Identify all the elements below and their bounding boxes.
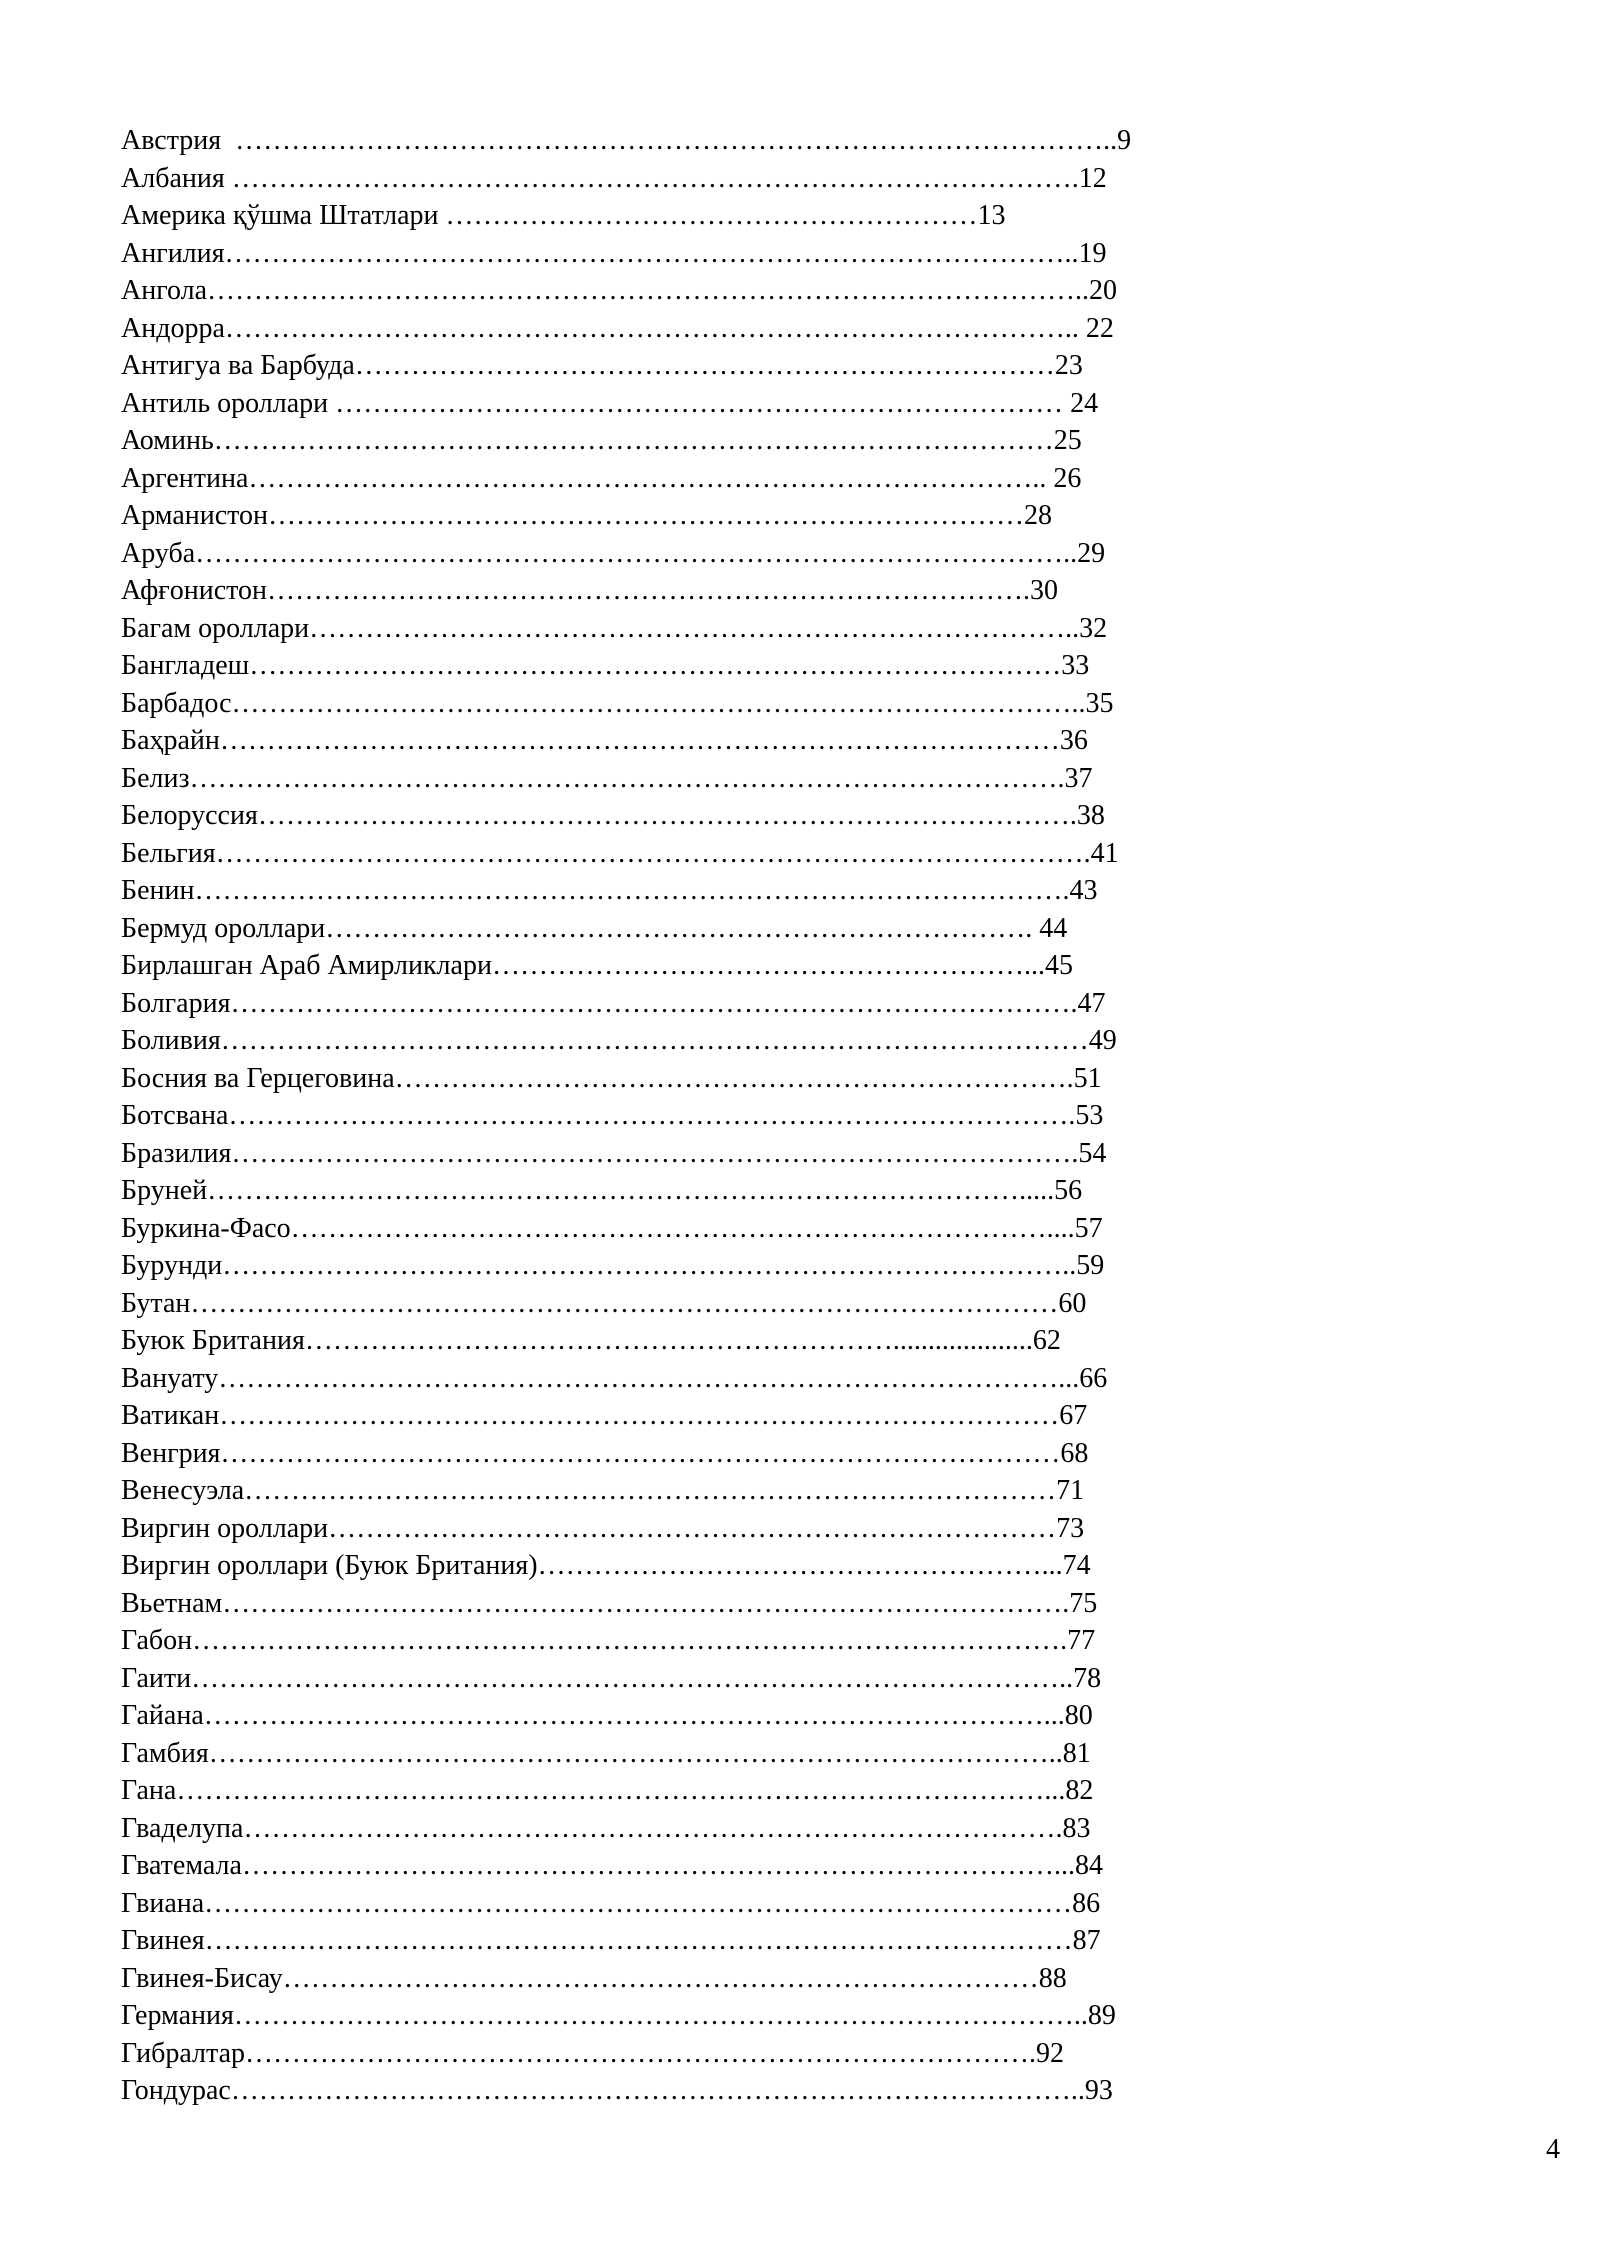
toc-entry: Гваделупа…………………………………………………………………………….83: [121, 1812, 1091, 1844]
toc-entry: Гана…………………………………………………………………………………...82: [121, 1775, 1094, 1806]
toc-entry: Гайана………………………………………………………………………………...80: [121, 1700, 1093, 1731]
toc-entry: Андорра……………………………………………………………………………….. 22: [121, 312, 1114, 344]
toc-entry: Австрия …………………………………………………………………………………..9: [121, 125, 1132, 156]
toc-entry: Америка қўшма Штатлари …………………………………………………13: [121, 200, 1006, 231]
toc-entry: Боливия…………………………………………………………………………………49: [121, 1025, 1117, 1056]
toc-entry: Бенин………………………………………………………………………………….43: [121, 875, 1098, 906]
toc-entry: Антигуа ва Барбуда…………………………………………………………………23: [121, 350, 1083, 381]
toc-entry: Арманистон………………………………………………………………………28: [121, 500, 1052, 531]
toc-entry: Белиз………………………………………………………………………………….37: [121, 762, 1093, 794]
toc-entry: Аруба…………………………………………………………………………………..29: [121, 537, 1106, 569]
toc-entry: Аргентина………………………………………………………………………….. 26: [121, 462, 1082, 494]
toc-entry: Босния ва Герцеговина……………………………………………………………….51: [121, 1062, 1102, 1094]
toc-entry: Ботсвана……………………………………………………………………………….53: [121, 1100, 1104, 1131]
toc-entry: Бурунди………………………………………………………………………………..59: [121, 1250, 1105, 1281]
toc-entry: Виргин ороллари (Буюк Британия)………………………………………………...74: [121, 1550, 1091, 1581]
toc-entry: Бруней…………………………………………………………………………….....56: [121, 1175, 1083, 1206]
toc-entry: Ангола…………………………………………………………………………………..20: [121, 275, 1118, 306]
toc-entry: Баҳрайн………………………………………………………………………………36: [121, 725, 1088, 756]
toc-entry: Гаити…………………………………………………………………………………..78: [121, 1662, 1102, 1694]
toc-entry: Гондурас………………………………………………………………………………..93: [121, 2075, 1113, 2106]
toc-entry: Бутан…………………………………………………………………………………60: [121, 1287, 1087, 1319]
table-of-contents: [121, 122, 1421, 2110]
toc-entry: Белоруссия…………………………………………………………………………….38: [121, 800, 1105, 831]
toc-entry: Виргин ороллари……………………………………………………………………73: [121, 1512, 1085, 1544]
toc-entry: Багам ороллари………………………………………………………………………..32: [121, 612, 1108, 644]
toc-entry: Буркина-Фасо………………………………………………………………………....57: [121, 1212, 1103, 1244]
toc-entry: Ватикан………………………………………………………………………………67: [121, 1400, 1088, 1431]
toc-entry: Гамбия………………………………………………………………………………..81: [121, 1737, 1091, 1769]
toc-entry: Аоминь………………………………………………………………………………25: [121, 425, 1082, 456]
toc-entry: Ангилия………………………………………………………………………………..19: [121, 237, 1107, 269]
toc-entry: Габон………………………………………………………………………………….77: [121, 1625, 1096, 1656]
toc-entry: Венгрия………………………………………………………………………………68: [121, 1437, 1089, 1469]
toc-entry: Гвинея…………………………………………………………………………………87: [121, 1925, 1101, 1956]
toc-entry: Бангладеш……………………………………………………………………………33: [121, 650, 1090, 681]
toc-entry: Буюк Британия………………………………………………………....................62: [121, 1325, 1061, 1356]
toc-entry: Гвиана…………………………………………………………………………………86: [121, 1887, 1101, 1919]
toc-entry: Гвинея-Бисау………………………………………………………………………88: [121, 1962, 1067, 1994]
toc-entry: Бельгия………………………………………………………………………………….41: [121, 837, 1119, 869]
page-number: 4: [1546, 2134, 1560, 2165]
toc-entry: Бермуд ороллари…………………………………………………………………. 44: [121, 912, 1068, 944]
toc-entry: Венесуэла……………………………………………………………………………71: [121, 1475, 1085, 1506]
toc-entry: Антиль ороллари …………………………………………………………………… 24: [121, 387, 1099, 419]
toc-entry: Бразилия……………………………………………………………………………….54: [121, 1137, 1107, 1169]
toc-entry: Германия………………………………………………………………………………..89: [121, 2000, 1116, 2031]
toc-entry: Гватемала……………………………………………………………………………...84: [121, 1850, 1103, 1881]
toc-entry: Албания ……………………………………………………………………………….12: [121, 162, 1107, 194]
toc-entry: Бирлашган Араб Амирликлари…………………………………………………...45: [121, 950, 1073, 981]
toc-entry: Гибралтар………………………………………………………………………….92: [121, 2037, 1065, 2069]
toc-entry: Болгария……………………………………………………………………………….47: [121, 987, 1106, 1019]
toc-entry: Вануату………………………………………………………………………………...66: [121, 1362, 1108, 1394]
toc-entry: Афғонистон……………………………………………………………………….30: [121, 575, 1059, 606]
toc-entry: Вьетнам……………………………………………………………………………….75: [121, 1587, 1098, 1619]
toc-entry: Барбадос………………………………………………………………………………..35: [121, 687, 1114, 719]
